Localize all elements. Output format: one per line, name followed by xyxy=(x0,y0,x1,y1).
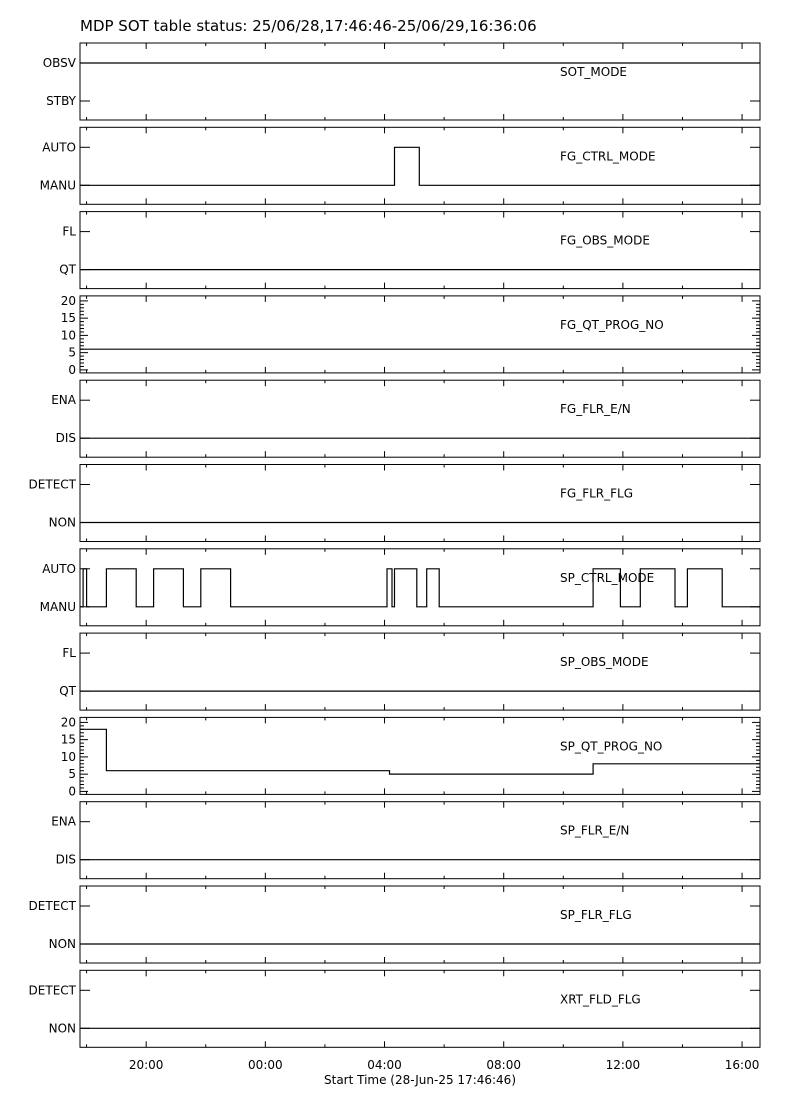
y-tick-label: QT xyxy=(59,262,76,277)
y-tick-label: DETECT xyxy=(28,899,76,913)
y-tick-label: 20 xyxy=(60,715,76,730)
y-tick-label: 20 xyxy=(60,293,76,308)
y-tick-label: NON xyxy=(48,515,76,530)
series-line xyxy=(80,569,760,607)
panel-frame xyxy=(80,127,760,204)
y-tick-label: FL xyxy=(62,646,76,661)
y-tick-label: DIS xyxy=(55,852,76,867)
y-tick-label: DETECT xyxy=(28,477,76,492)
panel xyxy=(59,212,760,289)
y-tick-label: AUTO xyxy=(42,140,76,155)
y-tick-label: 0 xyxy=(68,362,76,377)
y-tick-label: ENA xyxy=(51,393,76,408)
panel-label: SP_QT_PROG_NO xyxy=(560,739,663,754)
panel-label: FG_QT_PROG_NO xyxy=(560,317,664,332)
panel-frame xyxy=(80,802,760,879)
y-tick-label: AUTO xyxy=(42,561,76,576)
panel xyxy=(43,43,760,120)
y-tick-label: MANU xyxy=(39,599,76,614)
y-tick-label: FL xyxy=(62,224,76,239)
panel xyxy=(51,380,760,457)
y-tick-label: QT xyxy=(59,684,76,699)
panel-frame xyxy=(80,886,760,963)
panel xyxy=(40,127,760,204)
panel xyxy=(40,549,760,626)
panel-label: SP_FLR_E/N xyxy=(560,823,630,838)
panel xyxy=(29,970,760,1047)
panel-frame xyxy=(80,549,760,626)
y-tick-label: 15 xyxy=(60,311,76,326)
x-tick-label: 12:00 xyxy=(605,1058,641,1072)
panel-frame xyxy=(80,380,760,457)
y-tick-label: 10 xyxy=(60,328,76,343)
panel-frame xyxy=(80,212,760,289)
x-tick-label: 00:00 xyxy=(248,1058,283,1072)
y-tick-label: 5 xyxy=(68,345,76,360)
y-tick-label: NON xyxy=(48,1021,76,1036)
y-tick-label: 0 xyxy=(68,784,76,799)
panel xyxy=(59,633,760,710)
panel-label: SP_OBS_MODE xyxy=(560,655,649,670)
panel-label: SP_CTRL_MODE xyxy=(560,570,655,585)
chart-title: MDP SOT table status: 25/06/28,17:46:46-25/06/29,16:36:06 xyxy=(80,17,537,35)
panel xyxy=(29,886,760,963)
panel-label: SP_FLR_FLG xyxy=(560,908,632,922)
panel-label: XRT_FLD_FLG xyxy=(560,992,641,1007)
panel xyxy=(61,715,760,798)
series-line xyxy=(80,147,760,185)
panel xyxy=(51,802,760,879)
y-tick-label: STBY xyxy=(46,94,76,108)
panel-frame xyxy=(80,970,760,1047)
panel-frame xyxy=(80,633,760,710)
panel-frame xyxy=(80,296,760,373)
panels xyxy=(29,43,760,1047)
y-tick-label: ENA xyxy=(51,814,76,829)
panel-label: FG_OBS_MODE xyxy=(560,233,650,248)
y-tick-label: MANU xyxy=(39,178,76,193)
panel-frame xyxy=(80,43,760,120)
panel-label: FG_CTRL_MODE xyxy=(560,149,656,164)
panel xyxy=(29,465,760,542)
y-tick-label: DIS xyxy=(55,431,76,446)
x-tick-label: 16:00 xyxy=(724,1058,760,1072)
x-axis-title: Start Time (28-Jun-25 17:46:46) xyxy=(324,1073,516,1087)
x-tick-label: 04:00 xyxy=(367,1058,402,1072)
panel-label: SOT_MODE xyxy=(560,65,628,79)
panel xyxy=(61,294,760,377)
panel-label: FG_FLR_FLG xyxy=(560,486,634,501)
y-tick-label: DETECT xyxy=(28,983,76,998)
y-tick-label: 5 xyxy=(68,767,76,782)
y-tick-label: 15 xyxy=(60,732,76,747)
x-tick-label: 08:00 xyxy=(486,1058,522,1072)
panel-label: FG_FLR_E/N xyxy=(560,402,631,417)
panel-frame xyxy=(80,465,760,542)
y-tick-label: OBSV xyxy=(42,56,76,70)
y-tick-label: 10 xyxy=(60,749,76,764)
x-tick-label: 20:00 xyxy=(128,1058,164,1072)
panel-frame xyxy=(80,717,760,794)
y-tick-label: NON xyxy=(48,937,76,951)
